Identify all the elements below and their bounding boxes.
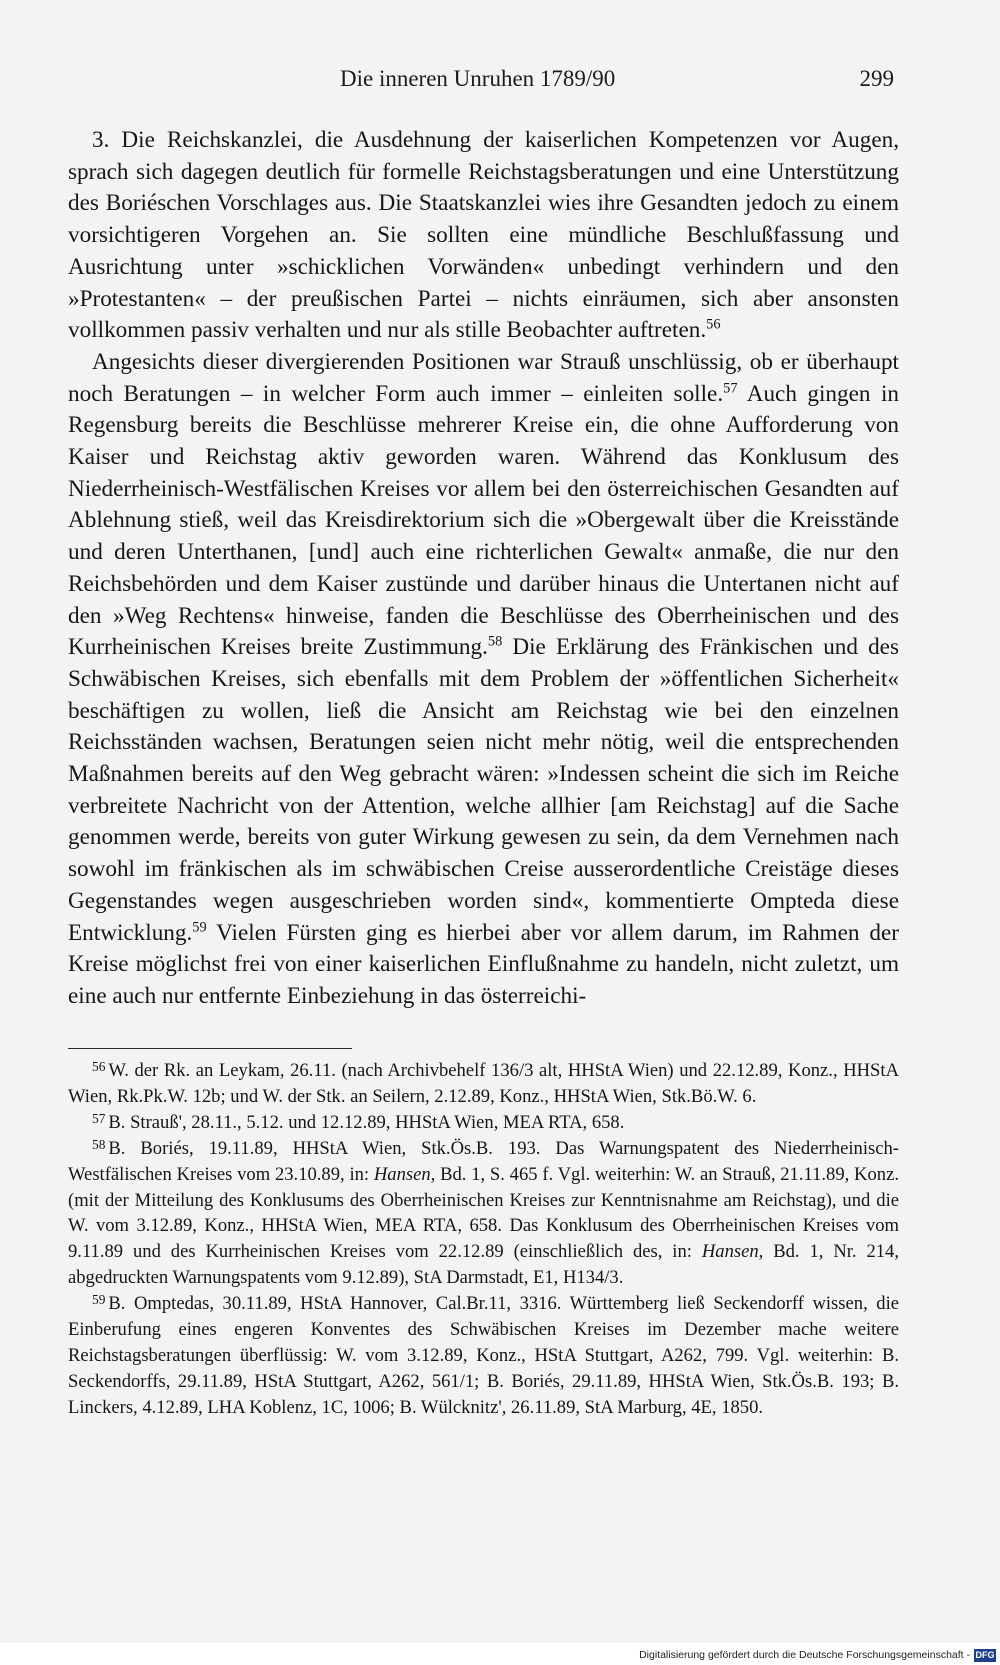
dfg-credit: Digitalisierung gefördert durch die Deutsche Forschungsgemeinschaft - xyxy=(639,1649,970,1661)
footnote-ref: 57 xyxy=(723,379,738,396)
footnote-text: B. Boriés, 19.11.89, HHStA Wien, Stk.Ös.B. 193. Das Warnungspatent des Niederrheinisch-Westfälischen Kreises vom 23.10.89, in: xyxy=(68,1137,899,1185)
paragraph-text: Vielen Fürsten ging es hierbei aber vor allem darum, im Rahmen der Kreise möglichst frei von einer kaiserlichen Einflußnahme zu handeln, nicht zuletzt, um eine auch nur entfernte Einbeziehung in das österreichi- xyxy=(68,919,899,1009)
footnote-number: 57 xyxy=(92,1111,106,1127)
footnote xyxy=(68,1291,899,1421)
body-text xyxy=(68,125,899,1013)
footnote-number: 59 xyxy=(92,1292,106,1308)
footnote-ref: 59 xyxy=(192,918,207,935)
dfg-logo-icon: DFG xyxy=(975,1650,995,1660)
footnote-ref: 56 xyxy=(706,316,721,333)
running-head: Die inneren Unruhen 1789/90 xyxy=(340,66,616,91)
footnote xyxy=(68,1110,899,1136)
footnote-text: B. Omptedas, 30.11.89, HStA Hannover, Cal.Br.11, 3316. Württemberg ließ Seckendorff wissen, die Einberufung eines engeren Konventes des Schwäbischen Kreises im Dezember mache weitere Reichstagsberatungen überflüssig: W. vom 3.12.89, Konz., HStA Stuttgart, A262, 799. Vgl. weiterhin: B. Seckendorffs, 29.11.89, HStA Stuttgart, A262, 561/1; B. Boriés, 29.11.89, HHStA Wien, Stk.Ös.B. 193; B. Linckers, 4.12.89, LHA Koblenz, 1C, 1006; B. Wülcknitz', 26.11.89, StA Marburg, 4E, 1850. xyxy=(68,1293,899,1418)
page-header xyxy=(68,66,898,96)
footnote xyxy=(68,1136,899,1291)
footnote xyxy=(68,1058,899,1110)
paragraph xyxy=(68,125,899,347)
paragraph-text: Angesichts dieser divergierenden Positionen war Strauß unschlüssig, ob er überhaupt noch Beratungen – in welcher Form auch immer – einleiten solle. xyxy=(68,348,899,407)
footer-bar xyxy=(0,1643,1000,1665)
paragraph-text: Auch gingen in Regensburg bereits die Beschlüsse mehrerer Kreise ein, die ohne Aufforderung von Kaiser und Reichstag aktiv geworden waren. Während das Konklusum des Niederrheinisch-Westfälischen Kreises vor allem bei den österreichischen Gesandten auf Ablehnung stieß, weil das Kreisdirektorium sich die »Obergewalt über die Kreisstände und deren Unterthanen, [und] auch eine richterlichen Gewalt« anmaße, die nur den Reichsbehörden und dem Kaiser zustünde und darüber hinaus die Untertanen nicht auf den »Weg Rechtens« hinweise, fanden die Beschlüsse des Oberrheinischen und des Kurrheinischen Kreises breite Zustimmung. xyxy=(68,380,899,661)
footnote-ref: 58 xyxy=(487,633,503,650)
footnote-number: 58 xyxy=(92,1137,106,1153)
footnote-text: W. der Rk. an Leykam, 26.11. (nach Archivbehelf 136/3 alt, HHStA Wien) und 22.12.89, Konz., HHStA Wien, Rk.Pk.W. 12b; und W. der Stk. an Seilern, 2.12.89, Konz., HHStA Wien, Stk.Bö.W. 6. xyxy=(68,1060,899,1107)
paragraph-text: 3. Die Reichskanzlei, die Ausdehnung der kaiserlichen Kompetenzen vor Augen, sprach sich dagegen deutlich für formelle Reichstagsberatungen und eine Unterstützung des Boriéschen Vorschlages aus. Die Staatskanzlei wies ihre Gesandten jedoch zu einem vorsichtigeren Vorgehen an. Sie sollten eine mündliche Beschlußfassung und Ausrichtung unter »schicklichen Vorwänden« unbedingt verhindern und den »Protestanten« – der preußischen Partei – nichts einräumen, sich aber ansonsten vollkommen passiv verhalten und nur als stille Beobachter auftreten. xyxy=(68,127,899,344)
footnote-text: Bd. 1, S. 465 f. Vgl. weiterhin: W. an Strauß, 21.11.89, Konz. (mit der Mitteilung des Konklusums des Oberrheinischen Kreises zur Kenntnisnahme am Reichstag), und die W. vom 3.12.89, Konz., HHStA Wien, MEA RTA, 658. Das Konklusum des Oberrheinischen Kreises vom 9.11.89 und des Kurrheinischen Kreises vom 22.12.89 (einschließlich des, in: xyxy=(68,1163,899,1263)
paragraph-text: Die Erklärung des Fränkischen und des Schwäbischen Kreises, sich ebenfalls mit dem Problem der »öffentlichen Sicherheit« beschäftigen zu wollen, ließ die Ansicht am Reichstag wie bei den einzelnen Reichsständen wachsen, Beratungen seien nicht mehr nötig, weil die entsprechenden Maßnahmen bereits auf den Weg gebracht wären: »Indessen scheint die sich im Reiche verbreitete Nachricht von der Attention, welche allhier [am Reichstag] auf die Sache genommen werde, bereits von guter Wirkung gewesen zu sein, da dem Vernehmen nach sowohl im fränkischen als im schwäbischen Creise ausserordentliche Creistäge dieses Gegenstandes wegen ausgeschrieben worden sind«, kommentierte Ompteda diese Entwicklung. xyxy=(68,634,899,946)
page-number: 299 xyxy=(859,66,894,91)
footnotes xyxy=(68,1058,899,1421)
footnote-text: Bd. 1, Nr. 214, abgedruckten Warnungspatents vom 9.12.89), StA Darmstadt, E1, H134/3. xyxy=(68,1241,899,1289)
footnote-separator xyxy=(68,1048,352,1049)
footnote-text: B. Strauß', 28.11., 5.12. und 12.12.89, HHStA Wien, MEA RTA, 658. xyxy=(108,1111,625,1133)
footnote-italic: Hansen, xyxy=(701,1241,764,1263)
footnote-italic: Hansen, xyxy=(373,1163,436,1185)
paragraph xyxy=(68,347,899,1013)
footnote-number: 56 xyxy=(92,1059,106,1075)
